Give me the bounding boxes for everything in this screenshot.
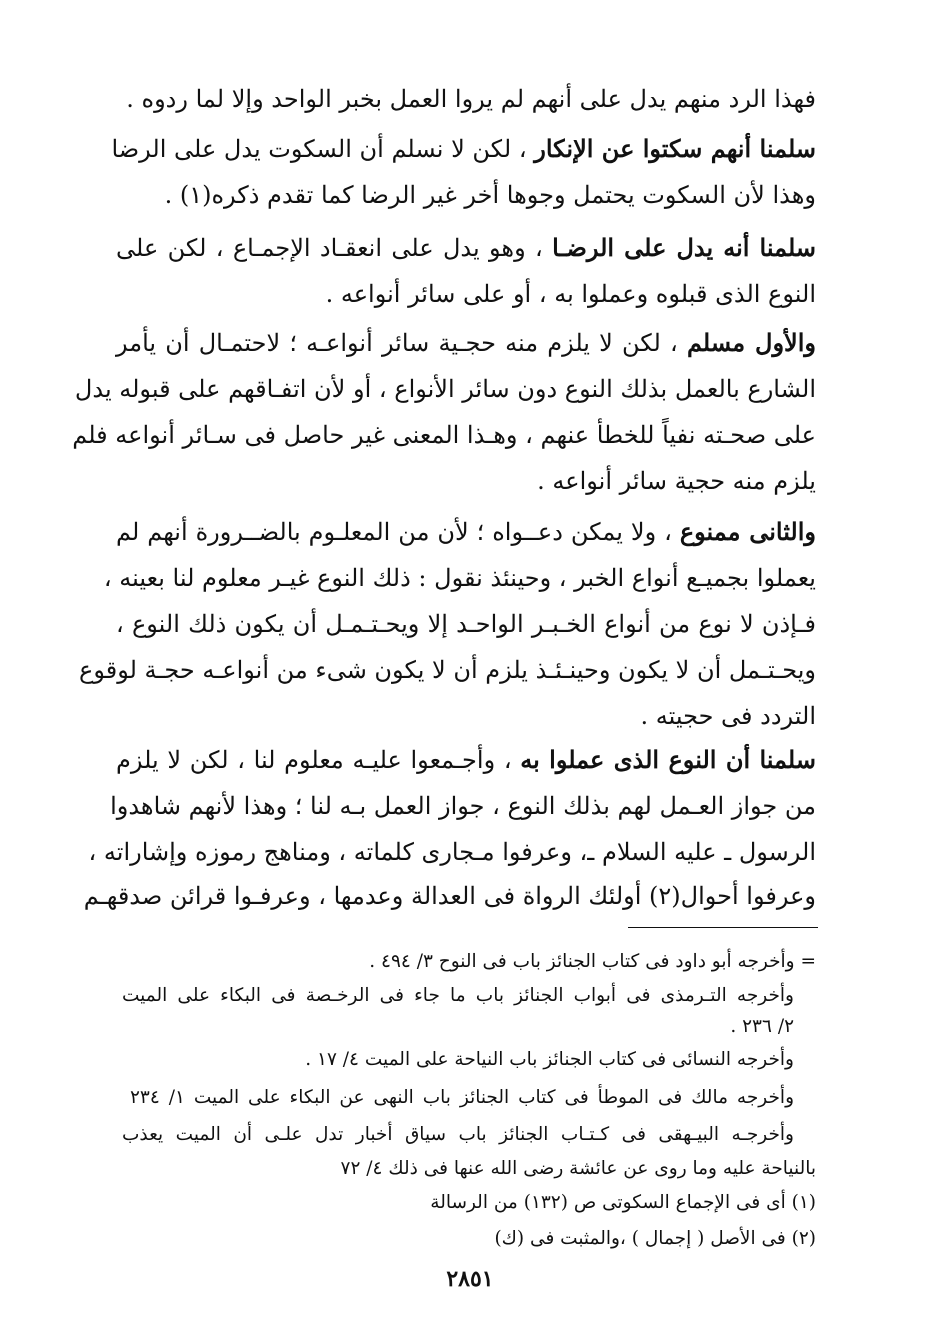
- paragraph-lead: والثانى ممنوع: [679, 517, 817, 546]
- body-line: من جواز العـمل لهم بذلك النوع ، جواز العمل بـه لنا ؛ وهذا لأنهم شاهدوا: [110, 792, 816, 820]
- paragraph-lead: سلمنا أن النوع الذى عملوا به: [520, 745, 816, 774]
- body-text: ، وأجـمعوا عليـه معلوم لنا ، لكن لا يلزم: [116, 746, 521, 774]
- body-line: [116, 324, 816, 362]
- body-text: ، لكن لا نسلم أن السكوت يدل على الرضا: [111, 135, 535, 163]
- footnote-line: وأخرجه مالك فى الموطأ فى كتاب الجنائز باب النهى عن البكاء على الميت ١/ ٢٣٤: [130, 1087, 794, 1108]
- footnote-line: بالنياحة عليه وما روى عن عائشة رضى الله عنها فى ذلك ٤/ ٧٢: [340, 1158, 816, 1179]
- body-line: يعملوا بجميـع أنواع الخبر ، وحينئذ نقول : ذلك النوع غيـر معلوم لنا بعينه ،: [103, 564, 816, 592]
- body-line: [116, 229, 816, 267]
- footnote-line: = وأخرجه أبو داود فى كتاب الجنائز باب فى النوح ٣/ ٤٩٤ .: [369, 951, 816, 972]
- footnote-line: (١) أى فى الإجماع السكوتى ص (١٣٢) من الرسالة: [430, 1192, 816, 1213]
- body-line: يلزم منه حجية سائر أنواعه .: [537, 467, 816, 495]
- footnote-line: ٢/ ٢٣٦ .: [730, 1016, 794, 1037]
- paragraph-lead: سلمنا أنهم سكتوا عن الإنكار: [534, 134, 816, 163]
- footnote-separator: [628, 927, 818, 928]
- body-text: ، لكن لا يلزم منه حجـية سائر أنواعـه ؛ لاحتمـال أن يأمر: [116, 329, 687, 357]
- body-line: وهذا لأن السكوت يحتمل وجوها أخر غير الرضا كما تقدم ذكره(١) .: [164, 181, 816, 209]
- body-line: الشارع بالعمل بذلك النوع دون سائر الأنواع ، أو لأن اتفـاقهم على قبوله يدل: [74, 375, 816, 403]
- body-line: [116, 513, 816, 551]
- paragraph-lead: سلمنا أنه يدل على الرضـا: [552, 233, 816, 262]
- body-line: فـإذن لا نوع من أنواع الخـبـر الواحـد إلا ويحـتـمـل أن يكون ذلك النوع ،: [116, 610, 816, 638]
- body-line: ويحـتـمل أن لا يكون وحينـئـذ يلزم أن لا يكون شىء من أنواعـه حجـة لوقوع: [79, 656, 816, 684]
- body-line: الرسول ـ عليه السلام ـ، وعرفوا مـجارى كلماته ، ومناهج رموزه وإشاراته ،: [88, 838, 816, 866]
- body-line: [111, 130, 816, 168]
- body-line: [116, 741, 816, 779]
- body-line: فهذا الرد منهم يدل على أنهم لم يروا العمل بخبر الواحد وإلا لما ردوه .: [126, 85, 816, 113]
- footnote-line: وأخرجه التـرمذى فى أبواب الجنائز باب ما جاء فى الرخـصة فى البكاء على الميت: [122, 985, 794, 1006]
- body-text: ، وهو يدل على انعقـاد الإجمـاع ، لكن على: [116, 234, 553, 262]
- body-line: التردد فى حجيته .: [640, 702, 816, 730]
- body-text: ، ولا يمكن دعــواه ؛ لأن من المعلـوم بالضــرورة أنهم لم: [116, 518, 680, 546]
- footnote-line: (٢) فى الأصل ( إجمال ) ،والمثبت فى (ك): [494, 1228, 816, 1249]
- footnote-line: وأخرجه النسائى فى كتاب الجنائز باب النياحة على الميت ٤/ ١٧ .: [305, 1049, 794, 1070]
- body-line: النوع الذى قبلوه وعملوا به ، أو على سائر أنواعه .: [325, 280, 816, 308]
- paragraph-lead: والأول مسلم: [686, 328, 816, 357]
- body-line: وعرفوا أحوال(٢) أولئك الرواة فى العدالة وعدمها ، وعرفـوا قرائن صدقهـم: [83, 882, 816, 910]
- body-line: على صحـته نفياً للخطأ عنهم ، وهـذا المعنى غير حاصل فى سـائر أنواعه فلم: [72, 421, 816, 449]
- page-number: ٢٨٥١: [446, 1266, 494, 1292]
- footnote-line: وأخرجـه البيـهقى فى كـتـاب الجنائز باب سياق أخبار تدل علـى أن الميت يعذب: [122, 1124, 794, 1145]
